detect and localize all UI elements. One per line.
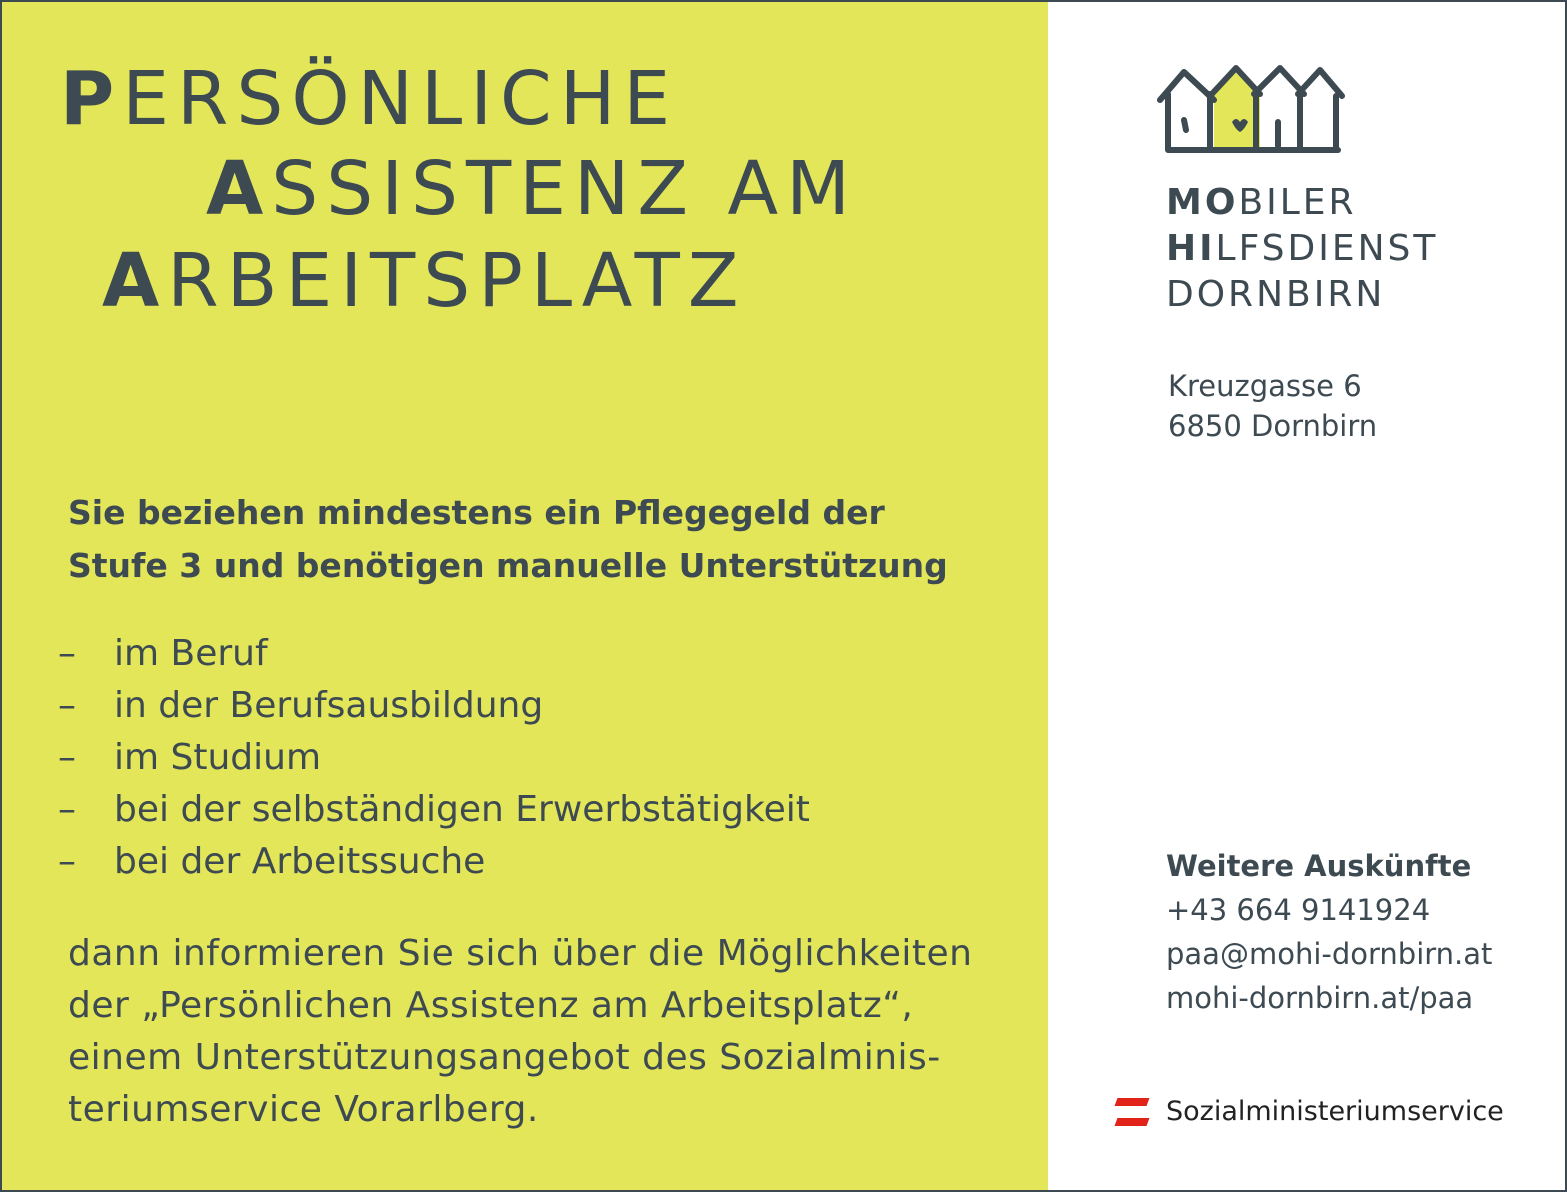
title-line-1 xyxy=(60,56,679,142)
outro-line: der „Persönlichen Assistenz am Arbeitsplatz“, xyxy=(68,985,914,1026)
outro-text xyxy=(68,928,972,1136)
bullet-dash: – xyxy=(58,841,76,882)
org-text: BILER xyxy=(1238,182,1357,223)
list-item-text: bei der selbständigen Erwerbstätigkeit xyxy=(114,789,810,830)
contact-info xyxy=(1166,844,1492,1020)
list-item-text: im Beruf xyxy=(114,633,268,674)
intro-line: Stufe 3 und benötigen manuelle Unterstützung xyxy=(68,546,948,585)
bullet-dash: – xyxy=(58,685,76,726)
list-item xyxy=(58,836,810,888)
outro-line: einem Unterstützungsangebot des Sozialminis- xyxy=(68,1037,941,1078)
bullet-dash: – xyxy=(58,737,76,778)
contact-phone[interactable]: +43 664 9141924 xyxy=(1166,893,1431,927)
list-item-text: bei der Arbeitssuche xyxy=(114,841,486,882)
org-initials: HI xyxy=(1166,228,1216,269)
org-initials: MO xyxy=(1166,182,1239,223)
title-initial: A xyxy=(102,238,168,324)
title-line-3 xyxy=(102,238,747,324)
austrian-flag-icon xyxy=(1116,1098,1148,1126)
organization-name xyxy=(1166,180,1438,318)
list-item xyxy=(58,732,810,784)
outro-line: teriumservice Vorarlberg. xyxy=(68,1089,539,1130)
contact-website-link[interactable]: mohi-dornbirn.at/paa xyxy=(1166,981,1474,1015)
title-line-2 xyxy=(206,146,859,232)
list-item xyxy=(58,628,810,680)
houses-logo-icon xyxy=(1156,60,1346,160)
contact-heading: Weitere Auskünfte xyxy=(1166,849,1472,883)
intro-line: Sie beziehen mindestens ein Pflegegeld der xyxy=(68,493,885,532)
org-line-3: DORNBIRN xyxy=(1166,274,1386,315)
list-item-text: in der Berufsausbildung xyxy=(114,685,544,726)
ministry-logo xyxy=(1116,1096,1504,1127)
address-street: Kreuzgasse 6 xyxy=(1168,369,1362,403)
ministry-label: Sozialministeriumservice xyxy=(1166,1096,1504,1127)
title-text: SSISTENZ AM xyxy=(271,146,859,232)
bullet-dash: – xyxy=(58,789,76,830)
intro-text xyxy=(68,486,948,592)
list-item xyxy=(58,680,810,732)
list-item xyxy=(58,784,810,836)
org-line-2 xyxy=(1166,226,1438,272)
title-text: ERSÖNLICHE xyxy=(122,56,679,142)
contact-email-link[interactable]: paa@mohi-dornbirn.at xyxy=(1166,937,1493,971)
title-initial: A xyxy=(206,146,272,232)
bullet-list xyxy=(58,628,810,888)
org-line-1 xyxy=(1166,180,1438,226)
list-item-text: im Studium xyxy=(114,737,322,778)
address xyxy=(1168,366,1377,446)
title-initial: P xyxy=(60,56,123,142)
title-text: RBEITSPLATZ xyxy=(167,238,747,324)
outro-line: dann informieren Sie sich über die Möglichkeiten xyxy=(68,933,973,974)
org-text: LFSDIENST xyxy=(1215,228,1439,269)
bullet-dash: – xyxy=(58,633,76,674)
address-city: 6850 Dornbirn xyxy=(1168,409,1378,443)
